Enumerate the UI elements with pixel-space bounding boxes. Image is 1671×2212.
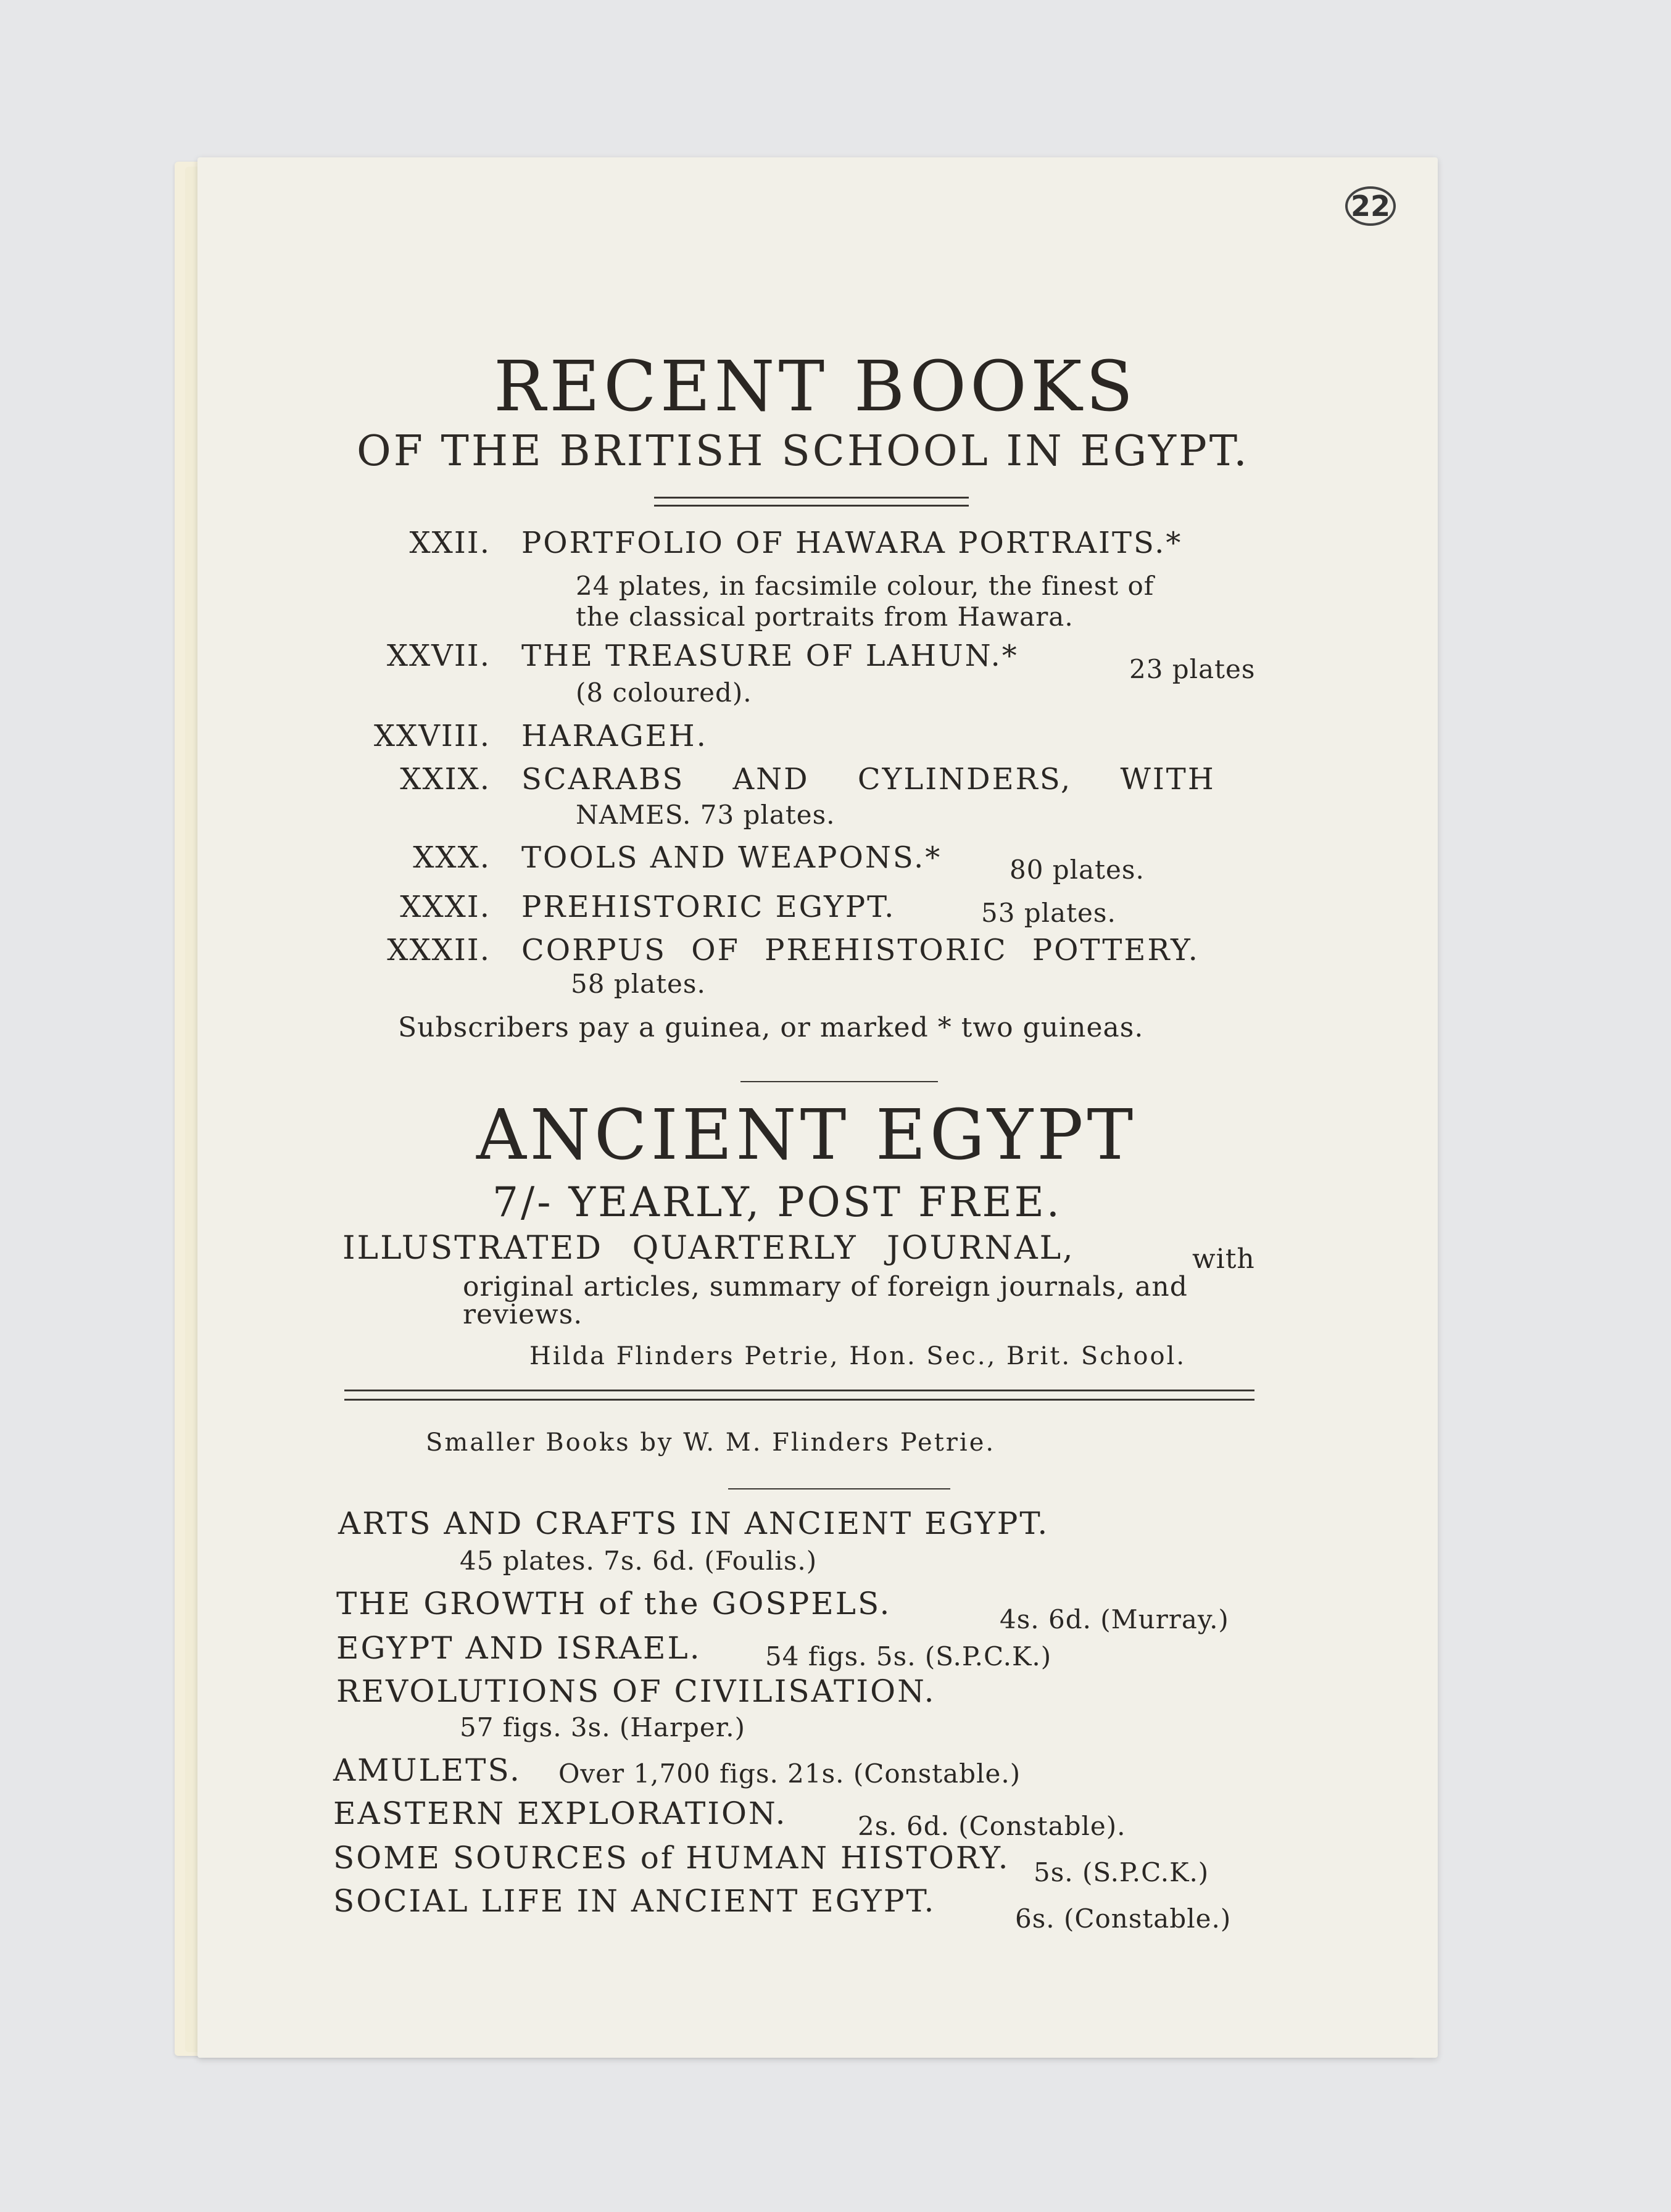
journal-line: original articles, summary of foreign journals, and [463, 1271, 1188, 1303]
journal-price: 7/- YEARLY, POST FREE. [492, 1178, 1062, 1226]
book-title: PORTFOLIO OF HAWARA PORTRAITS.* [521, 526, 1183, 560]
book-detail: 24 plates, in facsimile colour, the finest of [576, 571, 1155, 601]
smaller-book-title: EGYPT AND ISRAEL. [336, 1630, 702, 1666]
book-detail: 53 plates. [981, 898, 1116, 928]
smaller-books-heading: Smaller Books by W. M. Flinders Petrie. [426, 1428, 996, 1457]
smaller-book-title: THE GROWTH of the GOSPELS. [336, 1586, 892, 1622]
heading-rule-top [654, 497, 969, 499]
journal-line-tail: with [1192, 1243, 1255, 1275]
smaller-book-detail: Over 1,700 figs. 21s. (Constable.) [558, 1758, 1021, 1789]
book-title: TOOLS AND WEAPONS.* [521, 840, 942, 875]
smaller-book-title: ARTS AND CRAFTS IN ANCIENT EGYPT. [338, 1506, 1050, 1541]
smaller-book-detail: 45 plates. 7s. 6d. (Foulis.) [460, 1546, 818, 1576]
page-number-mark: 22 [1345, 186, 1396, 226]
smaller-book-detail: 2s. 6d. (Constable). [858, 1811, 1126, 1841]
book-number: XXXII. [387, 933, 491, 967]
book-detail: NAMES. 73 plates. [576, 800, 836, 830]
smaller-book-title: SOCIAL LIFE IN ANCIENT EGYPT. [333, 1883, 936, 1919]
book-number: XXVII. [386, 639, 491, 673]
double-rule-top [344, 1390, 1254, 1391]
smaller-book-detail: 5s. (S.P.C.K.) [1034, 1857, 1209, 1887]
book-detail: (8 coloured). [576, 677, 752, 708]
section-divider [740, 1081, 938, 1082]
book-detail: 58 plates. [571, 969, 706, 999]
double-rule-bottom [344, 1399, 1254, 1401]
subscribers-note: Subscribers pay a guinea, or marked * two guineas. [398, 1012, 1144, 1043]
smaller-book-detail: 4s. 6d. (Murray.) [1000, 1604, 1229, 1634]
book-number: XXVIII. [373, 719, 491, 753]
heading-subtitle: OF THE BRITISH SCHOOL IN EGYPT. [357, 427, 1250, 476]
smaller-book-title: SOME SOURCES of HUMAN HISTORY. [333, 1840, 1010, 1876]
journal-line: ILLUSTRATED QUARTERLY JOURNAL, [342, 1230, 1075, 1267]
smaller-book-title: AMULETS. [333, 1752, 521, 1788]
book-number: XXX. [413, 840, 491, 875]
book-title: THE TREASURE OF LAHUN.* [521, 639, 1019, 673]
book-number: XXII. [409, 526, 491, 560]
book-detail: 80 plates. [1010, 855, 1145, 885]
journal-signature: Hilda Flinders Petrie, Hon. Sec., Brit. School. [529, 1342, 1187, 1370]
book-number: XXIX. [400, 762, 491, 797]
smaller-book-title: REVOLUTIONS OF CIVILISATION. [336, 1673, 936, 1709]
book-title: SCARABS AND CYLINDERS, WITH [521, 762, 1216, 797]
book-number: XXXI. [400, 890, 491, 924]
journal-title: ANCIENT EGYPT [476, 1095, 1137, 1175]
smaller-book-detail: 54 figs. 5s. (S.P.C.K.) [765, 1641, 1052, 1671]
smaller-book-detail: 6s. (Constable.) [1015, 1903, 1232, 1934]
heading-title: RECENT BOOKS [494, 347, 1137, 427]
smaller-book-title: EASTERN EXPLORATION. [333, 1796, 787, 1831]
journal-line: reviews. [463, 1299, 583, 1330]
heading-rule-bottom [654, 505, 969, 507]
smaller-books-rule [728, 1488, 950, 1489]
book-detail: the classical portraits from Hawara. [576, 602, 1074, 632]
smaller-book-detail: 57 figs. 3s. (Harper.) [460, 1712, 745, 1742]
book-title: PREHISTORIC EGYPT. [521, 890, 896, 924]
book-title: CORPUS OF PREHISTORIC POTTERY. [521, 933, 1200, 967]
book-detail: 23 plates [1129, 654, 1256, 684]
book-title: HARAGEH. [521, 719, 708, 753]
